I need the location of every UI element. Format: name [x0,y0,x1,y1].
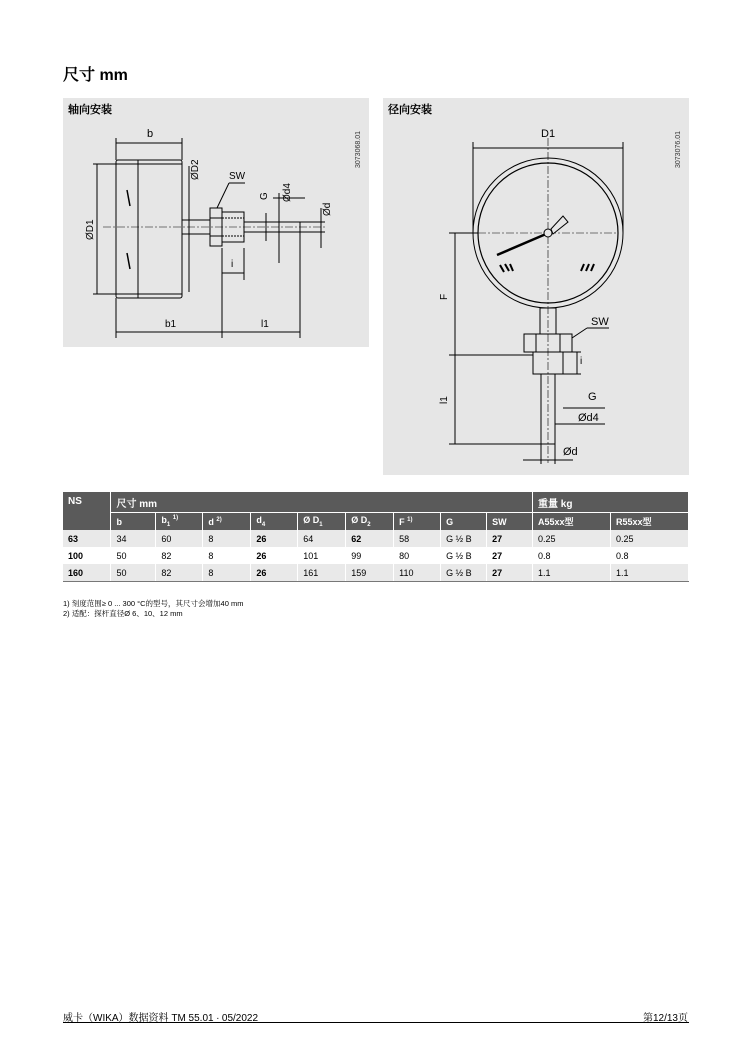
cell-G: G ½ B [441,530,487,547]
cell-SW: 27 [487,530,533,547]
cell-d4: 26 [251,530,298,547]
cell-SW: 27 [487,547,533,564]
header-dimensions: 尺寸 mm [111,492,533,513]
dim-label-d4: Ød4 [578,412,599,424]
dim-label-D1: D1 [541,128,556,140]
col-header-b: b [111,513,156,531]
table-row [63,530,689,547]
cell-b: 50 [111,547,156,564]
dim-label-b1: b1 [165,319,177,330]
cell-F: 58 [394,530,441,547]
cell-d4: 26 [251,547,298,564]
axial-gauge-drawing [63,98,369,347]
cell-R55: 0.25 [610,530,688,547]
table-column-header-row [63,513,689,531]
cell-D2: 159 [346,564,394,582]
radial-figure-title: 径向安装 [388,104,432,116]
col-header-R55: R55xx型 [610,513,688,531]
col-header-G: G [441,513,487,531]
cell-ns: 160 [63,564,111,582]
radial-gauge-drawing [383,98,689,475]
col-header-b1: $b_1$ $^{1)}$ [156,513,203,531]
cell-G: G ½ B [441,564,487,582]
radial-figure-code: 3073076.01 [675,131,682,168]
dim-label-d4: Ød4 [282,183,293,202]
cell-b1: 60 [156,530,203,547]
footer-page-number: 第12/13页 [642,1013,688,1024]
dim-label-G: G [259,192,270,200]
cell-d: 8 [203,530,251,547]
dim-label-d: Ød [563,446,578,458]
cell-A55: 0.8 [533,547,611,564]
dim-label-G: G [588,391,597,403]
dim-label-l1: l1 [261,319,269,330]
cell-ns: 100 [63,547,111,564]
col-header-d: d $^{2)}$ [203,513,251,531]
footnote-1: 1) 刻度范围≥ 0 ... 300 °C的型号，其尺寸会增加40 mm [63,599,244,608]
dim-label-d: Ød [322,202,333,216]
cell-G: G ½ B [441,547,487,564]
dimensions-table [63,492,689,582]
dim-label-SW: SW [591,316,609,328]
col-header-d4: $d_4$ [251,513,298,531]
cell-d4: 26 [251,564,298,582]
radial-mounting-figure [383,98,689,475]
dim-label-F: F [439,293,450,300]
cell-d: 8 [203,547,251,564]
cell-F: 80 [394,547,441,564]
dim-label-b: b [147,128,154,140]
cell-F: 110 [394,564,441,582]
dim-label-SW: SW [229,171,246,182]
cell-D2: 99 [346,547,394,564]
cell-A55: 0.25 [533,530,611,547]
table-group-header-row [63,492,689,513]
cell-D2: 62 [346,530,394,547]
cell-ns: 63 [63,530,111,547]
col-header-A55: A55xx型 [533,513,611,531]
dim-label-i: i [580,356,583,367]
dim-label-D2: ØD2 [190,159,201,180]
col-header-D1: Ø $D_1$ [298,513,346,531]
cell-b: 34 [111,530,156,547]
table-row [63,564,689,582]
header-weight: 重量 kg [533,492,689,513]
footnotes [63,599,243,619]
cell-R55: 0.8 [610,547,688,564]
table-row [63,547,689,564]
dim-label-l1: l1 [439,396,450,404]
axial-mounting-figure [63,98,369,347]
cell-R55: 1.1 [610,564,688,582]
dim-label-i: i [231,259,234,270]
cell-D1: 64 [298,530,346,547]
cell-D1: 161 [298,564,346,582]
col-header-SW: SW [487,513,533,531]
axial-figure-code: 3073068.01 [355,131,362,168]
cell-b1: 82 [156,547,203,564]
cell-A55: 1.1 [533,564,611,582]
footnote-2: 2) 适配：探杆直径Ø 6、10、12 mm [63,609,183,618]
axial-figure-title: 轴向安装 [68,104,112,116]
col-header-D2: Ø $D_2$ [346,513,394,531]
cell-b: 50 [111,564,156,582]
page-title: 尺寸 mm [63,67,128,84]
cell-D1: 101 [298,547,346,564]
footer-divider [63,1022,689,1023]
dim-label-D1: ØD1 [85,219,96,240]
cell-SW: 27 [487,564,533,582]
cell-d: 8 [203,564,251,582]
cell-b1: 82 [156,564,203,582]
footer-document-info: 威卡（WIKA）数据资料 TM 55.01 ∙ 05/2022 [63,1013,259,1024]
header-ns: NS [63,492,111,530]
col-header-F: F $^{1)}$ [394,513,441,531]
